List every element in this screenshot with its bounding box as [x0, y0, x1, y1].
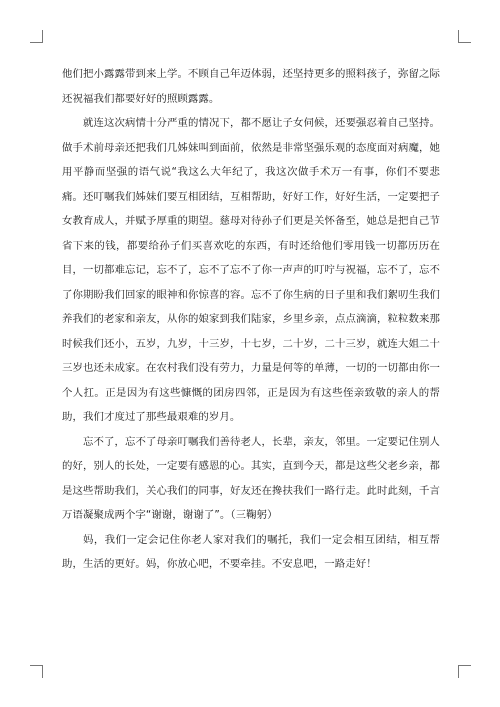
paragraph-1: 他们把小露露带到来上学。不顾自己年迈体弱，还坚持更多的照料孩子，弥留之际还祝福我们都要好好的照顾露露。 — [62, 68, 440, 105]
crop-mark-top-right — [458, 30, 471, 43]
document-body — [62, 62, 440, 577]
paragraph-4: 妈，我们一定会记住你老人家对我们的嘱托，我们一定会相互团结，相互帮助，生活的更好。妈，你放心吧，不要牵挂。不安息吧，一路走好！ — [62, 533, 440, 570]
crop-mark-bottom-right — [458, 665, 471, 678]
crop-mark-top-left — [30, 30, 43, 43]
paragraph-2: 就连这次病情十分严重的情况下，都不愿让子女伺候，还要强忍着自己坚持。做手术前母亲还把我们几姊妹叫到面前，依然是非常坚强乐观的态度面对病魔，她用平静而坚强的语气说“我这么大年纪了，我这次做手术万一有事，你们不要悲痛。还叮嘱我们姊妹们要互相团结，互相帮助，好好工作，好好生活，一定要把子女教育成人，并赋予厚重的期望。慈母对待孙子们更是关怀备至，她总是把自己节省下来的钱，都要给孙子们买喜欢吃的东西，有时还给他们零用钱一切都历历在目，一切都难忘记，忘不了，忘不了忘不了你一声声的叮咛与祝福，忘不了，忘不了你期盼我们回家的眼神和你惊喜的容。忘不了你生病的日子里和我们絮叨生我们养我们的老家和亲友，从你的娘家到我们陆家，乡里乡亲，点点滴滴，粒粒数来那时候我们还小，五岁，九岁，十三岁，十七岁，二十岁，二十三岁，就连大姐二十三岁也还未成家。在农村我们没有劳力，力量是何等的单薄，一切的一切都由你一个人扛。正是因为有这些慷慨的团房四邻，正是因为有这些侄亲致敬的亲人的帮助，我们才度过了那些最艰难的岁月。 — [62, 117, 440, 423]
crop-mark-bottom-left — [30, 665, 43, 678]
paragraph-3: 忘不了，忘不了母亲叮嘱我们善待老人，长辈，亲友，邻里。一定要记住别人的好，别人的长处，一定要有感恩的心。其实，直到今天，都是这些父老乡亲，都是这些帮助我们，关心我们的同事，好友还在搀扶我们一路行走。此时此刻，千言万语凝聚成两个字“谢谢，谢谢了”。（三鞠躬） — [62, 435, 440, 521]
